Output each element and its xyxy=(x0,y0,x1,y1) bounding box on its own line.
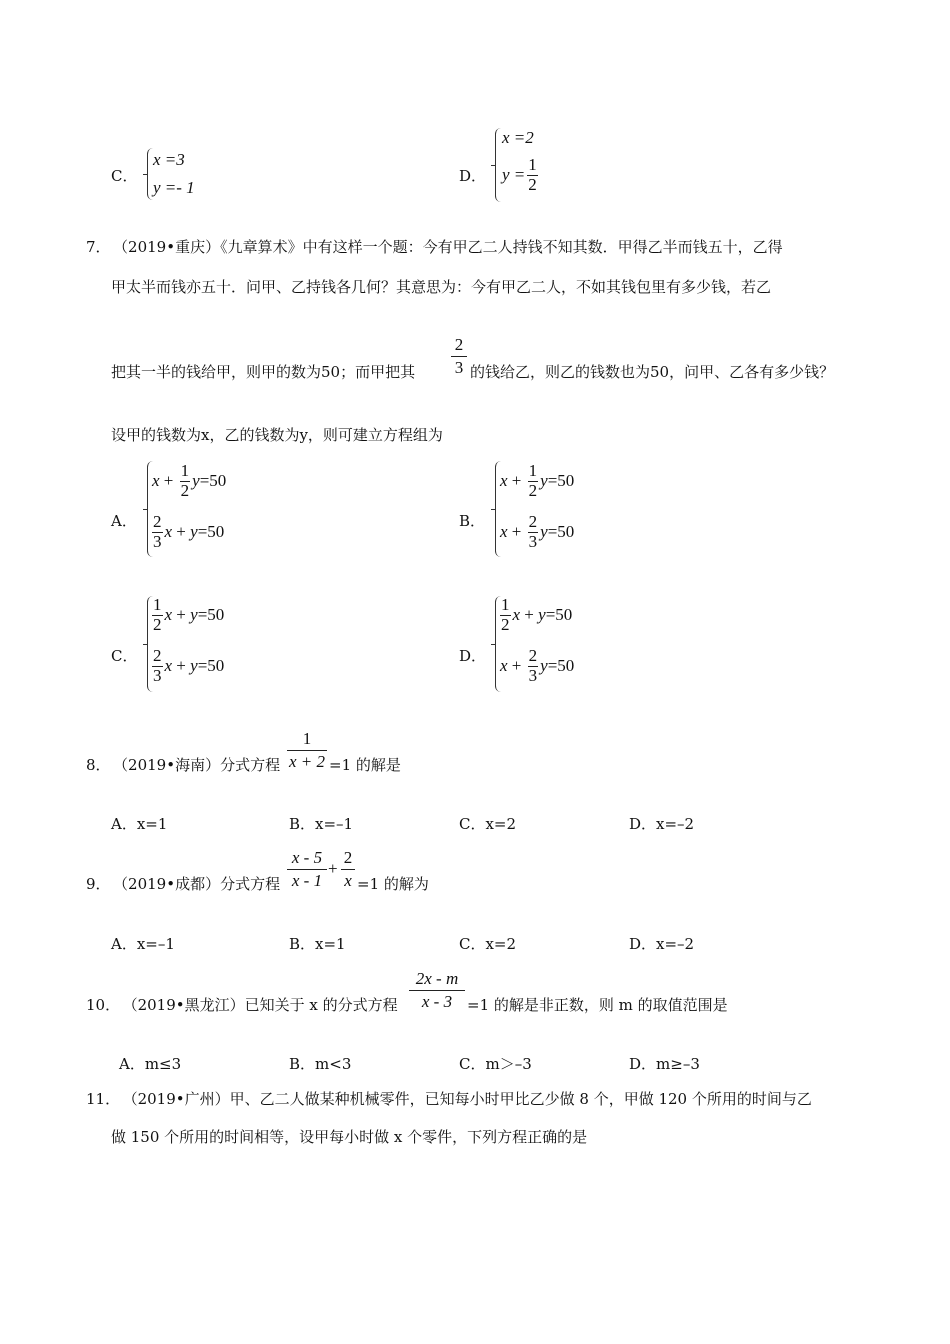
answer-option: A．m≤3 xyxy=(119,1055,182,1073)
option-label: C． xyxy=(111,647,138,665)
equation: $\frac{1}{2}$ x + y=50 xyxy=(501,595,573,634)
equation: y = $\frac{1}{2}$ xyxy=(502,155,537,194)
question-source: （2019•黑龙江） xyxy=(130,996,245,1014)
question-header xyxy=(86,755,280,775)
question-text: 甲太半而钱亦五十．问甲、乙持钱各几何？其意思为：今有甲乙二人，不如其钱包里有多少钱，若乙 xyxy=(111,278,772,296)
question-source: （2019•海南） xyxy=(120,756,221,774)
option-label: D． xyxy=(459,647,487,665)
question-number: 7． xyxy=(86,238,111,256)
equation: y =- 1 xyxy=(153,178,195,197)
answer-option: D．x=–2 xyxy=(629,935,695,953)
option-label: B． xyxy=(459,512,486,530)
answer-option: D．x=–2 xyxy=(629,815,695,833)
question-header xyxy=(86,995,398,1015)
question-text: 《九章算术》中有这样一个题：今有甲乙二人持钱不知其数．甲得乙半而钱五十，乙得 xyxy=(220,238,783,256)
fraction-two-thirds: 2 3 xyxy=(451,334,467,379)
option-label: C． xyxy=(111,167,138,185)
answer-option: B．x=1 xyxy=(289,935,346,953)
question-header xyxy=(86,237,783,257)
question-number: 8． xyxy=(86,756,111,774)
equation: x =3 xyxy=(153,150,185,169)
equation: x + $\frac{2}{3}$ y=50 xyxy=(500,646,575,685)
question-text: =1 的解为 xyxy=(357,875,429,893)
fraction: x - 5 x - 1 xyxy=(287,847,327,892)
question-text: 把其一半的钱给甲，则甲的数为50；而甲把其 xyxy=(111,363,416,381)
question-text: 设甲的钱数为x，乙的钱数为y，则可建立方程组为 xyxy=(111,426,443,444)
equation: x + $\frac{2}{3}$ y=50 xyxy=(500,512,575,551)
equation: x + $\frac{1}{2}$ y=50 xyxy=(500,461,575,500)
equation: $\frac{1}{2}$ x + y=50 xyxy=(153,595,225,634)
question-text: 甲、乙二人做某种机械零件，已知每小时甲比乙少做 8 个，甲做 120 个所用的时间与乙 xyxy=(229,1090,812,1108)
question-text: 的钱给乙，则乙的钱数也为50，问甲、乙各有多少钱？ xyxy=(470,363,835,381)
answer-option: B．x=–1 xyxy=(289,815,354,833)
question-source: （2019•重庆） xyxy=(120,238,221,256)
answer-option: A．x=–1 xyxy=(111,935,175,953)
question-source: （2019•成都） xyxy=(120,875,221,893)
answer-option: C．m＞–3 xyxy=(459,1055,532,1073)
question-text: 已知关于 x 的分式方程 xyxy=(244,996,398,1014)
equation: $\frac{2}{3}$ x + y=50 xyxy=(153,512,225,551)
equation: $\frac{2}{3}$ x + y=50 xyxy=(153,646,225,685)
question-source: （2019•广州） xyxy=(130,1090,230,1108)
equation: x =2 xyxy=(502,128,534,147)
question-header xyxy=(86,1089,812,1109)
fraction: 1 x + 2 xyxy=(288,729,326,771)
answer-option: B．m<3 xyxy=(289,1055,352,1073)
question-text: 分式方程 xyxy=(220,756,281,774)
question-header xyxy=(86,874,280,894)
plus-sign: + xyxy=(328,859,338,878)
answer-option: A．x=1 xyxy=(111,815,168,833)
question-text: =1 的解是 xyxy=(329,756,401,774)
option-label: A． xyxy=(111,512,137,530)
fraction: 2 x xyxy=(341,847,355,892)
option-label: D． xyxy=(459,167,487,185)
question-number: 10． xyxy=(86,996,121,1014)
question-text: =1 的解是非正数，则 m 的取值范围是 xyxy=(467,996,728,1014)
question-number: 11． xyxy=(86,1090,121,1108)
fraction: 2x - m x - 3 xyxy=(409,968,465,1013)
question-number: 9． xyxy=(86,875,111,893)
question-text: 分式方程 xyxy=(220,875,281,893)
answer-option: C．x=2 xyxy=(459,935,517,953)
question-text: 做 150 个所用的时间相等，设甲每小时做 x 个零件，下列方程正确的是 xyxy=(111,1128,588,1146)
equation: x + $\frac{1}{2}$ y=50 xyxy=(152,461,227,500)
answer-option: D．m≥–3 xyxy=(629,1055,700,1073)
answer-option: C．x=2 xyxy=(459,815,517,833)
brace xyxy=(495,128,501,202)
